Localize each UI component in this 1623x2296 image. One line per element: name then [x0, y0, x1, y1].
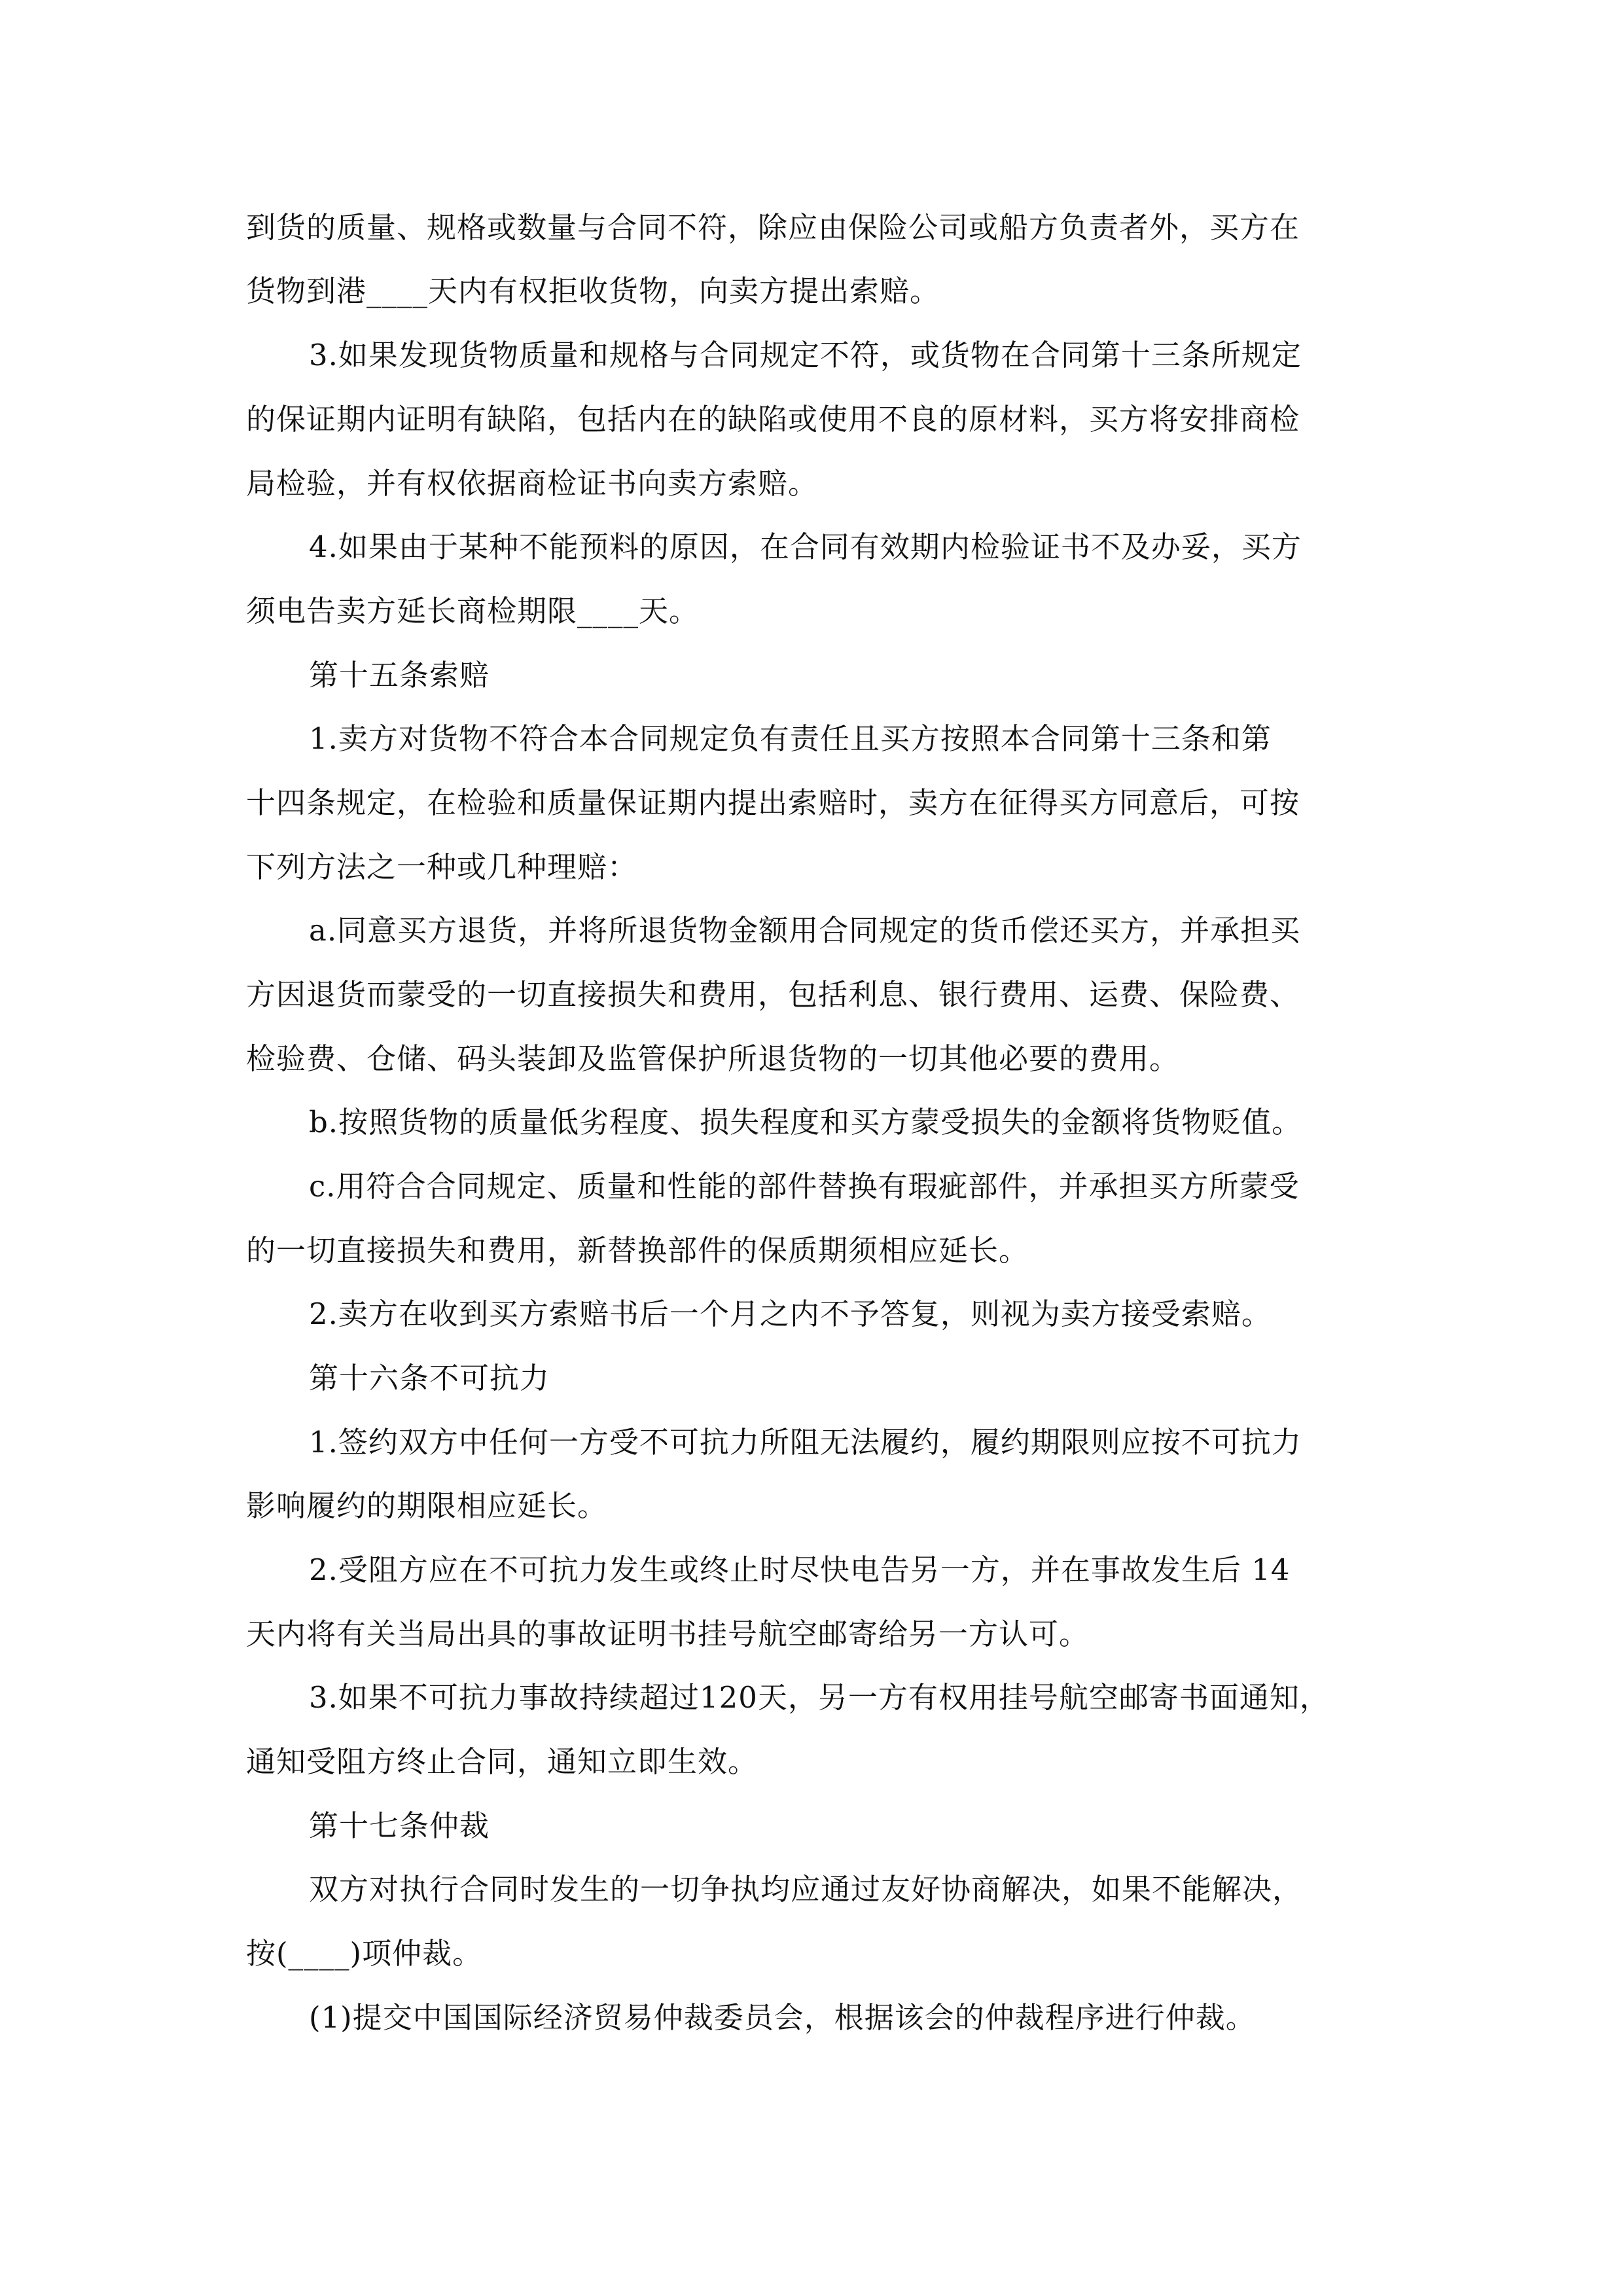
section-heading: 第十五条索赔 [309, 658, 490, 692]
text-line: 通知受阻方终止合同，通知立即生效。 [246, 1744, 758, 1779]
text-line: 1.签约双方中任何一方受不可抗力所阻无法履约，履约期限则应按不可抗力 [309, 1425, 1302, 1460]
text-line: 到货的质量、规格或数量与合同不符，除应由保险公司或船方负责者外，买方在 [246, 210, 1300, 245]
text-line: a.同意买方退货，并将所退货物金额用合同规定的货币偿还买方，并承担买 [309, 913, 1301, 948]
text-line: 的一切直接损失和费用，新替换部件的保质期须相应延长。 [246, 1233, 1029, 1268]
text-line: 须电告卖方延长商检期限____天。 [246, 594, 700, 628]
text-line: 1.卖方对货物不符合本合同规定负有责任且买方按照本合同第十三条和第 [309, 721, 1272, 756]
text-line: (1)提交中国国际经济贸易仲裁委员会，根据该会的仲裁程序进行仲裁。 [309, 2000, 1256, 2035]
text-line: 4.如果由于某种不能预料的原因，在合同有效期内检验证书不及办妥，买方 [309, 529, 1302, 564]
text-line: 方因退货而蒙受的一切直接损失和费用，包括利息、银行费用、运费、保险费、 [246, 977, 1300, 1012]
text-line: b.按照货物的质量低劣程度、损失程度和买方蒙受损失的金额将货物贬值。 [309, 1105, 1302, 1139]
text-line: 天内将有关当局出具的事故证明书挂号航空邮寄给另一方认可。 [246, 1617, 1090, 1651]
section-heading: 第十七条仲裁 [309, 1808, 490, 1843]
text-line: 十四条规定，在检验和质量保证期内提出索赔时，卖方在征得买方同意后，可按 [246, 785, 1300, 820]
text-line: 3.如果发现货物质量和规格与合同规定不符，或货物在合同第十三条所规定 [309, 338, 1302, 372]
text-line: 双方对执行合同时发生的一切争执均应通过友好协商解决，如果不能解决， [309, 1872, 1303, 1907]
text-line: 影响履约的期限相应延长。 [246, 1488, 608, 1523]
text-line: 2.受阻方应在不可抗力发生或终止时尽快电告另一方，并在事故发生后 14 [309, 1552, 1291, 1587]
text-line: 货物到港____天内有权拒收货物，向卖方提出索赔。 [246, 274, 940, 308]
text-line: 的保证期内证明有缺陷，包括内在的缺陷或使用不良的原材料，买方将安排商检 [246, 402, 1300, 437]
text-line: 按(____)项仲裁。 [246, 1936, 483, 1971]
text-line: 下列方法之一种或几种理赔： [246, 850, 638, 884]
text-line: 检验费、仓储、码头装卸及监管保护所退货物的一切其他必要的费用。 [246, 1041, 1180, 1076]
section-heading: 第十六条不可抗力 [309, 1361, 550, 1395]
text-line: c.用符合合同规定、质量和性能的部件替换有瑕疵部件，并承担买方所蒙受 [309, 1169, 1300, 1204]
text-line: 局检验，并有权依据商检证书向卖方索赔。 [246, 466, 819, 501]
text-line: 3.如果不可抗力事故持续超过120天，另一方有权用挂号航空邮寄书面通知， [309, 1680, 1330, 1715]
text-line: 2.卖方在收到买方索赔书后一个月之内不予答复，则视为卖方接受索赔。 [309, 1297, 1272, 1331]
